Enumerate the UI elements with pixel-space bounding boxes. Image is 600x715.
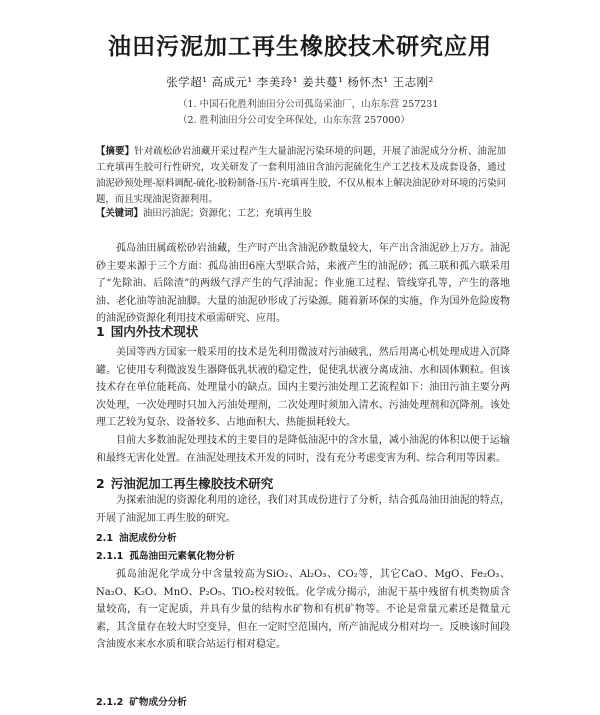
keywords-text: 油田污油泥；资源化；工艺；充填再生胶 <box>142 208 312 219</box>
intro-paragraph: 孤岛油田属疏松砂岩油藏，生产时产出含油泥砂数量较大，年产出含油泥砂上万方。油泥砂主要来源于三个方面：孤岛油田6座大型联合站，来液产生的油泥砂；孤三联和孤六联采用了“先除油、后除渣”的两级气浮产生的气浮油泥；作业施工过程、管线穿孔等，产生的落地油、老化油等油泥油脚。大量的油泥砂形成了污染源。随着新环保的实施，作为国外危险废物的油泥砂资源化利用技术亟需研究、应用。 <box>96 243 510 325</box>
section-2-heading <box>96 474 273 492</box>
subsection-2-1-1-title: 孤岛油田元素氧化物分析 <box>129 551 235 562</box>
subsection-2-1-2-heading <box>96 694 187 708</box>
subsection-2-1-1-paragraph: 孤岛油泥化学成分中含量较高为SiO₂、Al₂O₃、CO₂等，其它CaO、MgO、Fe₂O₃、Na₂O、K₂O、MnO、P₂O₅、TiO₂校对较低。化学成分揭示，油泥干基中残留有机类物质含量较高，有一定泥质，并具有少量的结构水矿物和有机矿物等。不论是常量元素还是微量元素，其含量存在较大时空变异，但在一定时空范围内，所产油泥成分相对均一。反映该时间段含油废水来水水质和联合站运行相对稳定。 <box>96 569 510 651</box>
keywords-label: 【关键词】 <box>96 208 143 219</box>
paper-title: 油田污泥加工再生橡胶技术研究应用 <box>108 34 492 60</box>
section-1-body <box>96 344 510 467</box>
subsection-2-1-1-number: 2.1.1 <box>96 551 124 562</box>
subsection-2-1-1-body <box>96 566 510 654</box>
subsection-2-1-1-heading <box>96 548 235 562</box>
affiliation-2: （2. 胜利油田分公司安全环保处，山东东营 257000） <box>178 115 410 126</box>
affiliation-1: （1. 中国石化胜利油田分公司孤岛采油厂，山东东营 257231 <box>178 99 439 110</box>
section-2-body <box>96 492 510 527</box>
abstract <box>96 144 506 208</box>
section-1-paragraph-2: 目前大多数油泥处理技术的主要目的是降低油泥中的含水量，减小油泥的体积以便于运输和最终无害化处置。在油泥处理技术开发的同时，没有充分考虑变害为利、综合利用等因素。 <box>96 434 510 464</box>
subsection-2-1-number: 2.1 <box>96 533 113 544</box>
section-1-title: 国内外技术现状 <box>110 324 199 339</box>
abstract-label: 【摘要】 <box>96 146 135 157</box>
subsection-2-1-2-title: 矿物成分分析 <box>129 697 187 708</box>
abstract-text: 针对疏松砂岩油藏开采过程产生大量油泥污染环境的问题，开展了油泥成分分析、油泥加工充填再生胶可行性研究，攻关研发了一套利用油田含油污泥硫化生产工艺技术及成套设备，通过油泥砂预处理-原料调配-硫化-胶粉制备-压片-充填再生胶，不仅从根本上解决油泥砂对环境的污染问题，而且实现油泥资源利用。 <box>96 146 506 205</box>
section-1-number: 1 <box>96 324 105 339</box>
intro-section <box>96 240 510 328</box>
section-2-paragraph: 为探索油泥的资源化利用的途径，我们对其成份进行了分析，结合孤岛油田油泥的特点，开展了油泥加工再生胶的研究。 <box>96 495 510 524</box>
subsection-2-1-title: 油泥成份分析 <box>119 533 177 544</box>
subsection-2-1-heading <box>96 530 177 544</box>
subsection-2-1-2-number: 2.1.2 <box>96 697 124 708</box>
section-2-number: 2 <box>96 476 105 491</box>
section-2-title: 污油泥加工再生橡胶技术研究 <box>110 476 274 491</box>
section-1-heading <box>96 322 198 340</box>
section-1-paragraph-1: 美国等西方国家一般采用的技术是先利用微波对污油破乳，然后用离心机处理成进入沉降罐。它使用专利微波发生器降低乳状液的稳定性，促使乳状液分离成油、水和固体颗粒。但该技术存在单位能耗高、处理量小的缺点。国内主要污油处理工艺流程如下：油田污油主要分两次处理，一次处理时只加入污油处理剂，二次处理时须加入清水、污油处理剂和沉降剂。该处理工艺较为复杂、设备较多、占地面积大、热能损耗较大。 <box>96 347 510 429</box>
author-list: 张学超¹ 高成元¹ 李美玲¹ 姜共蔓¹ 杨怀杰¹ 王志刚² <box>166 75 434 89</box>
keywords <box>96 206 506 222</box>
